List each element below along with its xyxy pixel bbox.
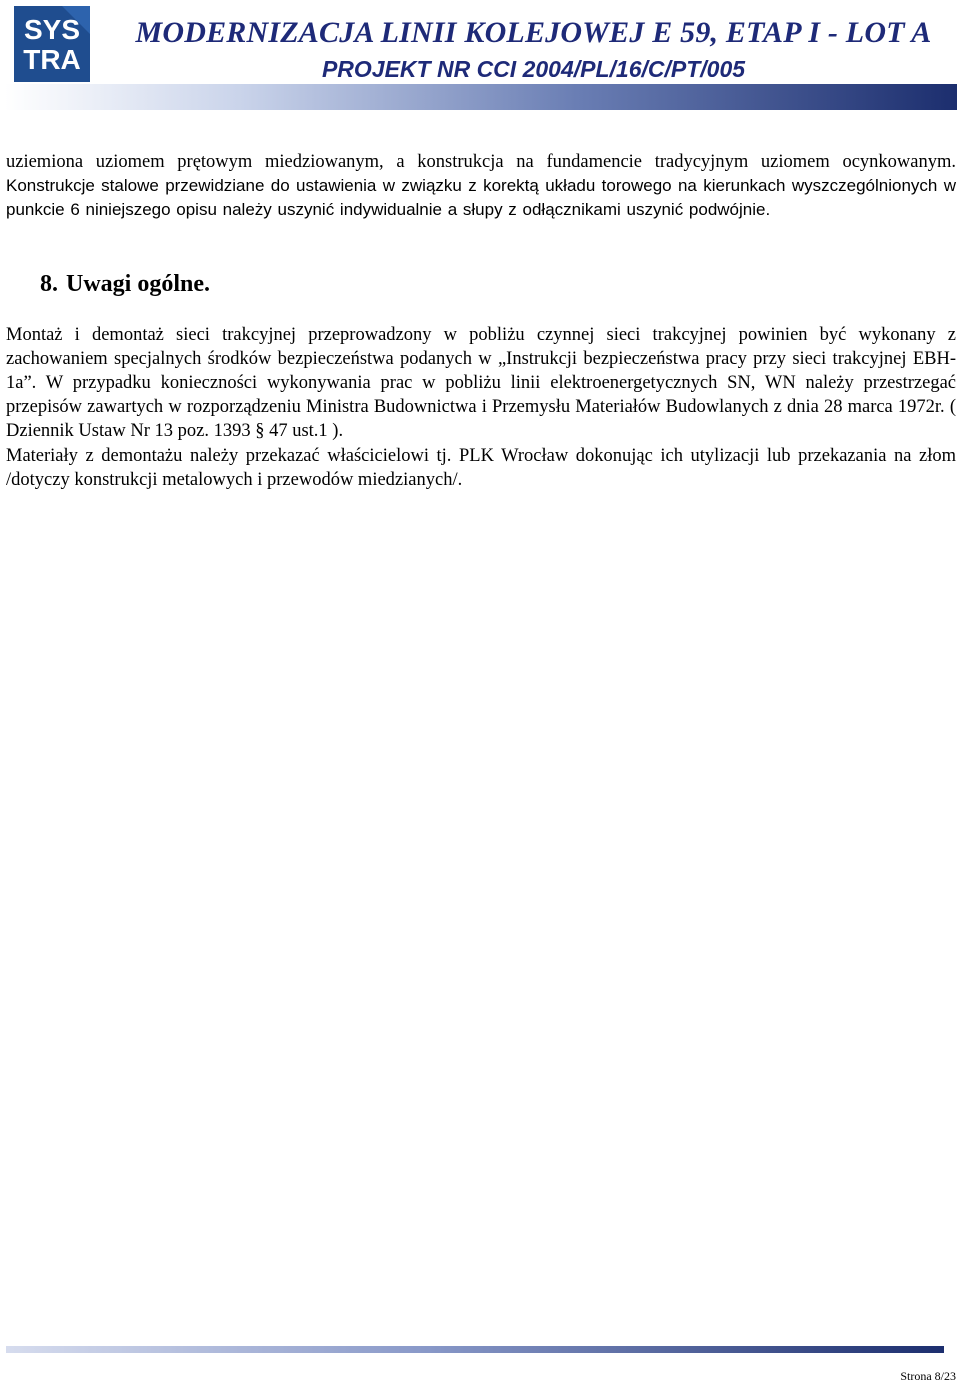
document-body bbox=[6, 150, 956, 492]
intro-paragraph-part2: Konstrukcje stalowe przewidziane do ustawienia w związku z korektą układu torowego na kierunkach wyszczególnionych w punkcie 6 niniejszego opisu należy uszynić indywidualnie a słupy z odłącznikami uszynić podwójnie. bbox=[6, 176, 956, 220]
section-paragraph-1: Montaż i demontaż sieci trakcyjnej przeprowadzony w pobliżu czynnej sieci trakcyjnej powinien być wykonany z zachowaniem specjalnych środków bezpieczeństwa podanych w „Instrukcji bezpieczeństwa pracy przy sieci trakcyjnej EBH-1a”. W przypadku konieczności wykonywania prac w pobliżu linii elektroenergetycznych SN, WN należy przestrzegać przepisów zawartych w rozporządzeniu Ministra Budownictwa i Przemysłu Materiałów Budowlanych z dnia 28 marca 1972r. ( Dziennik Ustaw Nr 13 poz. 1393 § 47 ust.1 ). bbox=[6, 324, 956, 442]
header-gradient-bar bbox=[5, 84, 957, 110]
svg-text:SYS: SYS bbox=[23, 14, 81, 45]
footer-gradient-bar bbox=[6, 1346, 944, 1353]
project-number: PROJEKT NR CCI 2004/PL/16/C/PT/005 bbox=[321, 56, 746, 82]
systra-logo-icon bbox=[14, 6, 90, 82]
intro-paragraph bbox=[6, 150, 956, 223]
section-title: Uwagi ogólne. bbox=[66, 270, 210, 297]
systra-logo bbox=[14, 6, 90, 82]
section-number: 8. bbox=[40, 270, 58, 297]
document-title: MODERNIZACJA LINII KOLEJOWEJ E 59, ETAP I - LOT A bbox=[135, 16, 932, 49]
svg-text:TRA: TRA bbox=[23, 44, 81, 75]
section-paragraph-2: Materiały z demontażu należy przekazać właścicielowi tj. PLK Wrocław dokonując ich utylizacji lub przekazania na złom /dotyczy konstrukcji metalowych i przewodów miedzianych/. bbox=[6, 445, 956, 490]
page-number: Strona 8/23 bbox=[900, 1369, 956, 1383]
section-heading bbox=[40, 269, 956, 299]
intro-paragraph-part1: uziemiona uziomem prętowym miedziowanym, a konstrukcja na fundamencie tradycyjnym uziomem ocynkowanym. bbox=[6, 152, 956, 172]
section-body bbox=[6, 323, 956, 492]
